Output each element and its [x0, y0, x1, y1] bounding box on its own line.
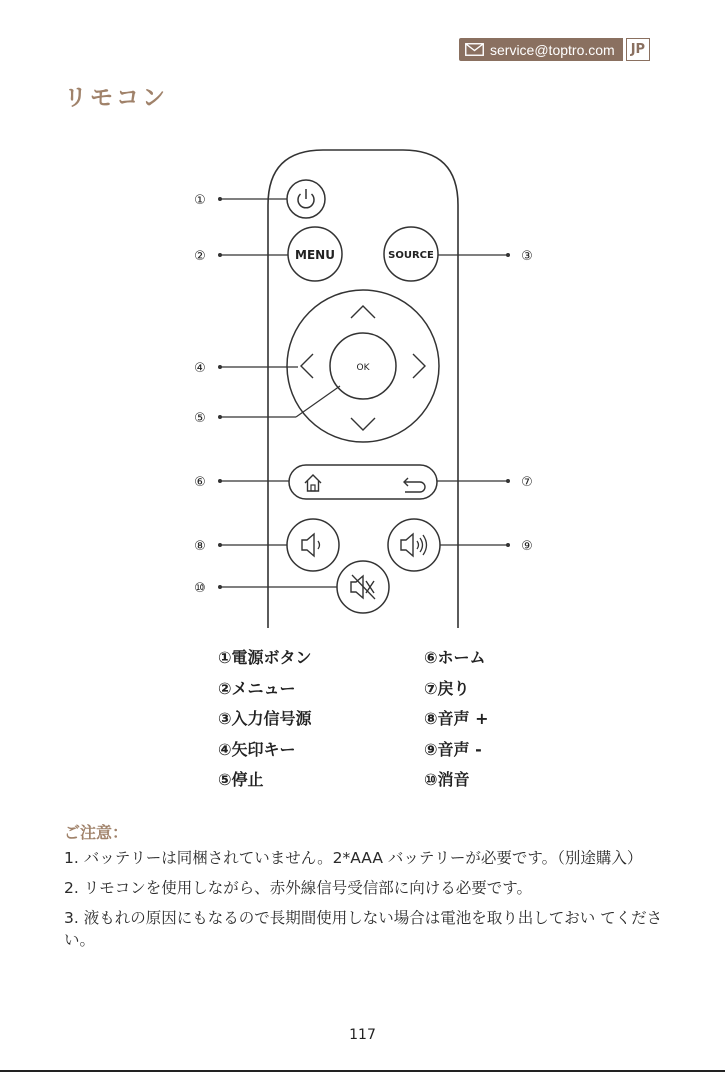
note-item: 3. 液もれの原因にもなるので長期間使用しない場合は電池を取り出しておい てください。	[64, 909, 663, 949]
menu-button[interactable]	[288, 227, 342, 281]
callout-5: ⑤	[194, 411, 206, 426]
legend-item: ⑥ホーム	[424, 648, 486, 667]
legend-item: ⑦戻り	[424, 678, 470, 698]
notes-list	[64, 847, 674, 959]
note-item: 1. バッテリーは同梱されていません。2*AAA バッテリーが必要です。（別途購入）	[64, 849, 643, 867]
email-text: service@toptro.com	[490, 41, 615, 58]
legend-item: ①電源ボタン	[218, 648, 312, 667]
home-back-bar	[289, 465, 437, 499]
language-tag: JP	[626, 38, 650, 61]
callout-10: ⑩	[194, 581, 206, 596]
legend-item: ⑤停止	[218, 770, 264, 789]
notes-title: ご注意：	[64, 823, 129, 842]
legend-item: ⑩消音	[424, 770, 470, 789]
note-item: 2. リモコンを使用しながら、赤外線信号受信部に向ける必要です。	[64, 879, 532, 897]
legend-item: ③入力信号源	[218, 709, 312, 728]
menu-button-label: MENU	[295, 248, 335, 262]
legend-item: ⑨音声 -	[424, 739, 482, 759]
legend-item: ④矢印キー	[218, 739, 296, 759]
callout-7: ⑦	[521, 475, 533, 490]
callout-8: ⑧	[194, 539, 206, 554]
callout-6: ⑥	[194, 475, 206, 490]
page-title: リモコン	[64, 85, 168, 111]
callout-2: ②	[194, 249, 206, 264]
legend-item: ⑧音声 +	[424, 709, 489, 728]
legend-left	[218, 643, 312, 796]
legend-right	[424, 643, 489, 796]
ok-button[interactable]	[330, 333, 396, 399]
page-number: 117	[349, 1027, 376, 1043]
dpad[interactable]	[287, 290, 439, 442]
volume-down-button[interactable]	[287, 519, 339, 571]
source-button-label: SOURCE	[388, 250, 434, 261]
mute-button[interactable]	[337, 561, 389, 613]
callout-1: ①	[194, 193, 206, 208]
volume-up-button[interactable]	[388, 519, 440, 571]
legend-item: ②メニュー	[218, 678, 296, 698]
source-button[interactable]	[384, 227, 438, 281]
ok-button-label: OK	[356, 363, 370, 373]
power-button[interactable]	[287, 180, 325, 218]
callout-3: ③	[521, 249, 533, 264]
callout-4: ④	[194, 361, 206, 376]
callout-9: ⑨	[521, 539, 533, 554]
